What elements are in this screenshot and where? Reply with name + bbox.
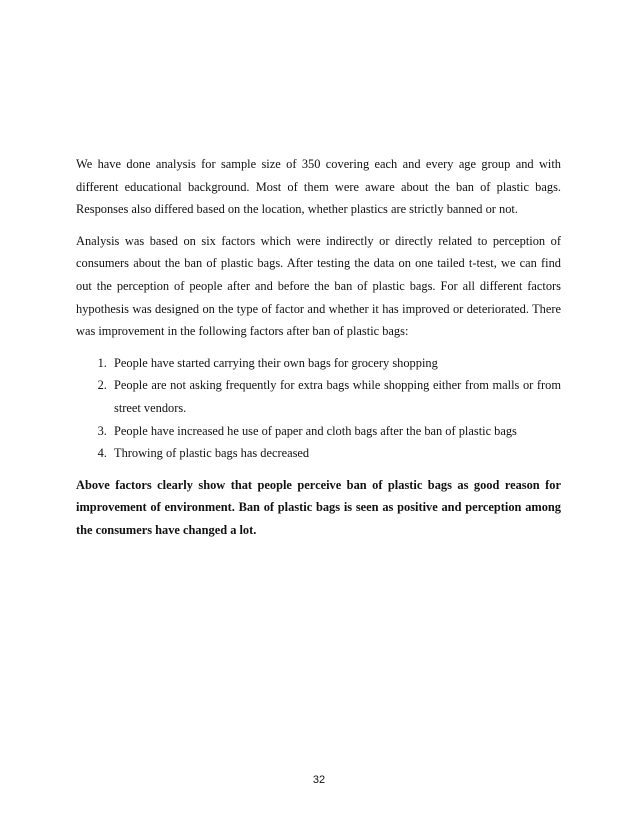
factors-list (76, 352, 561, 465)
paragraph-sample-analysis: We have done analysis for sample size of 350 covering each and every age group and with different educational background. Most of them were aware about the ban of plastic bags. Responses also differed based on the location, whether plastics are strictly banned or not. (76, 157, 561, 217)
list-item: 2. People are not asking frequently for extra bags while shopping either from malls or from street vendors. (110, 374, 561, 419)
paragraph-factors-intro: Analysis was based on six factors which were indirectly or directly related to perception of consumers about the ban of plastic bags. After testing the data on one tailed t-test, we can find out the perception of people after and before the ban of plastic bags. For all different factors hypothesis was designed on the type of factor and whether it has improved or deteriorated. There was improvement in the following factors after ban of plastic bags: (76, 233, 561, 339)
page-content (76, 153, 561, 551)
page-number: 32 (312, 774, 326, 786)
conclusion-paragraph: Above factors clearly show that people perceive ban of plastic bags as good reason for improvement of environment. Ban of plastic bags is seen as positive and perception among the consumers have changed a lot. (76, 477, 561, 537)
list-item: 3. People have increased he use of paper and cloth bags after the ban of plastic bags (110, 420, 561, 443)
list-item: 4. Throwing of plastic bags has decreased (110, 442, 561, 465)
list-item: 1. People have started carrying their own bags for grocery shopping (110, 352, 561, 375)
